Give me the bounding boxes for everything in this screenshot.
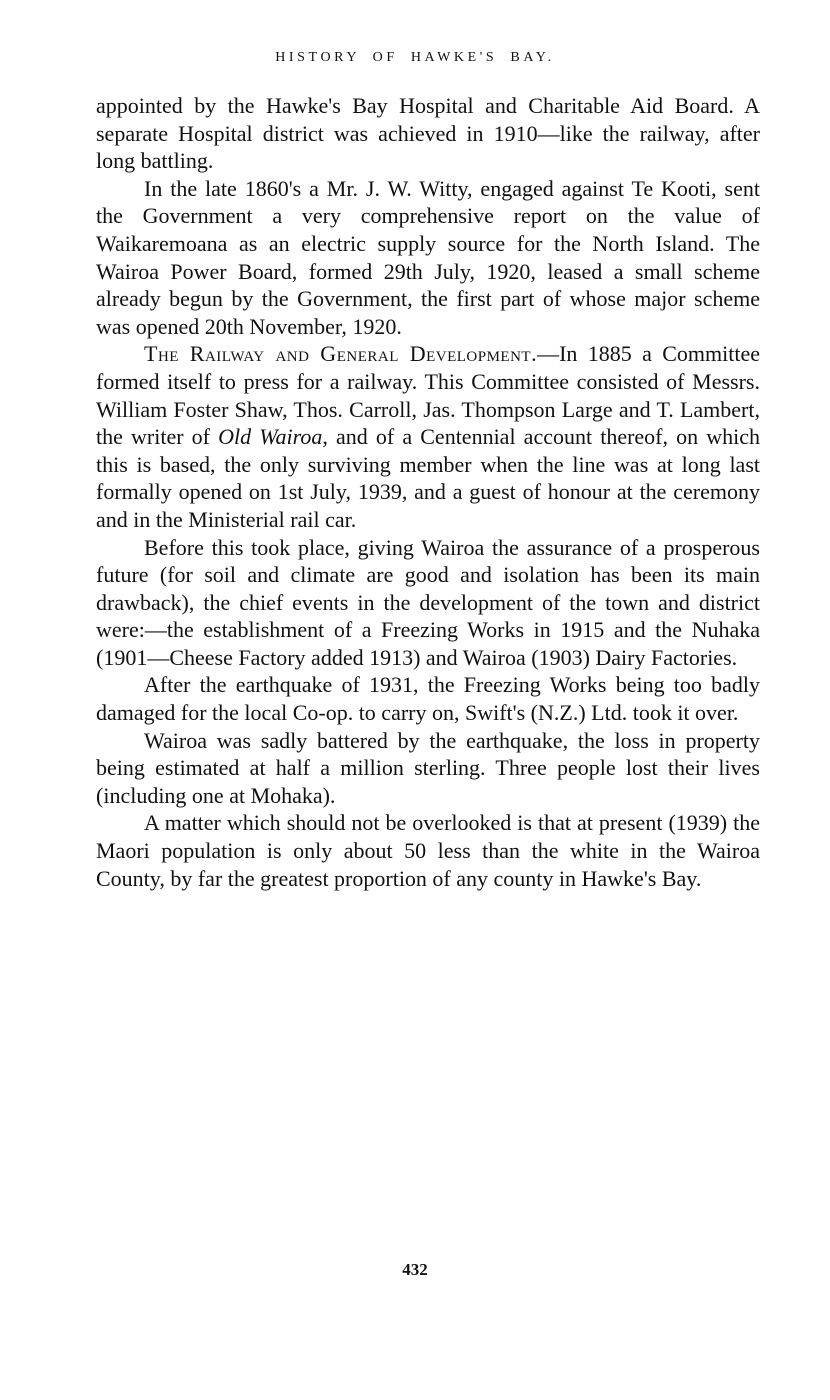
body-text [96, 92, 760, 892]
section-heading-railway: The Railway and General Development. [144, 341, 538, 367]
paragraph-waikaremoana-power: In the late 1860's a Mr. J. W. Witty, engaged against Te Kooti, sent the Government a very comprehensive report on the value of Waikaremoana as an electric supply source for the North Island. The Wairoa Power Board, formed 29th July, 1920, leased a small scheme already begun by the Government, the first part of whose major scheme was opened 20th November, 1920. [96, 175, 760, 339]
paragraph-development-events: Before this took place, giving Wairoa the assurance of a prosperous future (for soil and climate are good and isolation has been its main drawback), the chief events in the development of the town and district were:—the establishment of a Freezing Works in 1915 and the Nuhaka (1901—Cheese Factory added 1913) and Wairoa (1903) Dairy Factories. [96, 534, 760, 670]
running-head: HISTORY OF HAWKE'S BAY. [275, 50, 555, 65]
paragraph-railway-text-b: and of a Centennial account thereof, on which this is based, the only surviving member when the line was at long last formally opened on 1st July, 1939, and a guest of honour at the ceremony and in the Ministerial rail car. [96, 424, 761, 532]
page-number: 432 [402, 1260, 428, 1279]
paragraph-railway [96, 340, 760, 533]
paragraph-railway-text-a: —In 1885 a Committee formed itself to press for a railway. This Committee consisted of Messrs. William Foster Shaw, Thos. Carroll, Jas. Thompson Large and T. Lambert, the writer of [96, 341, 760, 450]
paragraph-hospital-continuation: appointed by the Hawke's Bay Hospital and Charitable Aid Board. A separate Hospital district was achieved in 1910—like the railway, after long battling. [96, 93, 760, 174]
paragraph-earthquake-freezing-works: After the earthquake of 1931, the Freezing Works being too badly damaged for the local Co-op. to carry on, Swift's (N.Z.) Ltd. took it over. [96, 672, 760, 726]
paragraph-maori-population: A matter which should not be overlooked is that at present (1939) the Maori population is only about 50 less than the white in the Wairoa County, by far the greatest proportion of any county in Hawke's Bay. [96, 810, 760, 891]
book-title-old-wairoa: Old Wairoa, [218, 424, 328, 450]
paragraph-earthquake-losses: Wairoa was sadly battered by the earthquake, the loss in property being estimated at half a million sterling. Three people lost their lives (including one at Mohaka). [96, 727, 760, 808]
